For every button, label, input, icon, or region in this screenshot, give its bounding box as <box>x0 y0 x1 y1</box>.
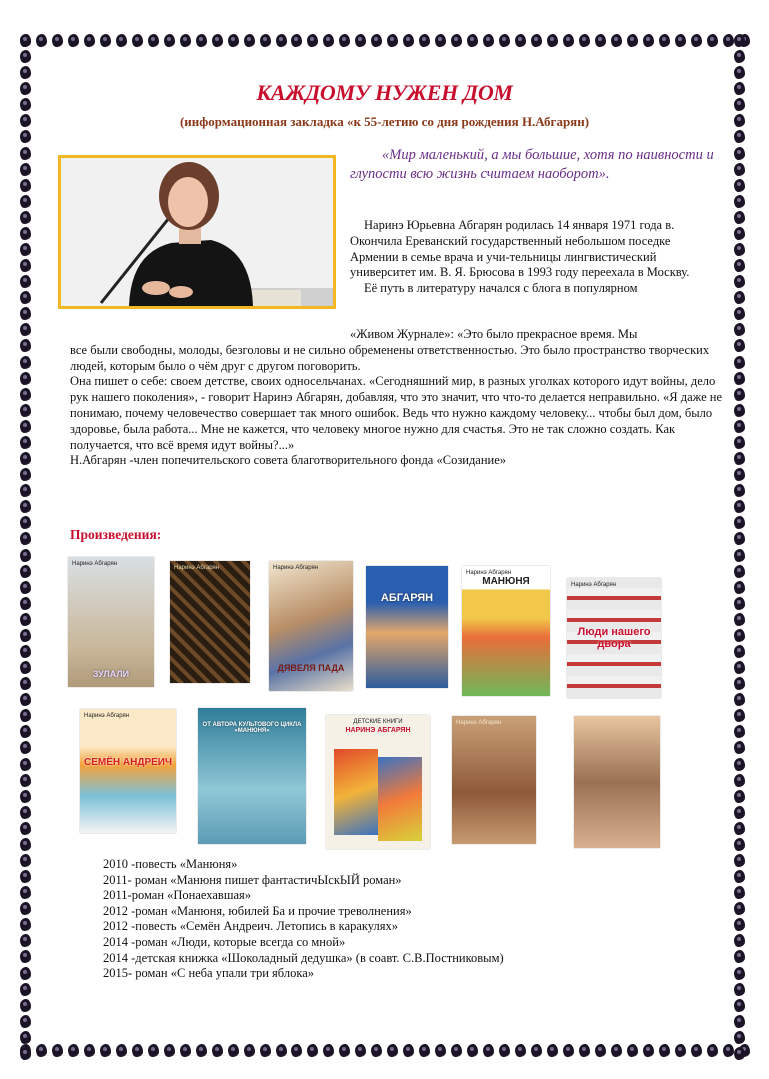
book-cover-author: Наринэ Абгарян <box>273 565 319 571</box>
border-ornament <box>734 725 745 738</box>
border-ornament <box>734 806 745 819</box>
border-ornament <box>20 870 31 883</box>
border-ornament <box>734 822 745 835</box>
border-ornament <box>20 693 31 706</box>
border-ornament <box>547 34 558 47</box>
border-ornament <box>734 307 745 320</box>
border-ornament <box>20 999 31 1012</box>
border-ornament <box>20 484 31 497</box>
border-ornament <box>20 934 31 947</box>
book-cover-author: ДЕТСКИЕ КНИГИ <box>353 719 403 725</box>
border-ornament <box>20 549 31 562</box>
book-cover-title: Люди нашего двора <box>577 626 651 650</box>
border-ornament <box>20 356 31 369</box>
border-ornament <box>734 854 745 867</box>
border-ornament <box>734 372 745 385</box>
border-ornament <box>260 1044 271 1057</box>
border-ornament <box>20 211 31 224</box>
border-ornament <box>734 179 745 192</box>
border-ornament <box>467 34 478 47</box>
list-item: 2011-роман «Понаехавшая» <box>103 888 252 903</box>
border-ornament <box>228 1044 239 1057</box>
border-ornament <box>611 1044 622 1057</box>
border-ornament <box>20 597 31 610</box>
border-ornament <box>595 34 606 47</box>
book-cover-title: ОТ АВТОРА КУЛЬТОВОГО ЦИКЛА «МАНЮНЯ» <box>202 722 302 734</box>
border-ornament <box>734 163 745 176</box>
border-ornament <box>20 307 31 320</box>
book-cover <box>574 716 660 848</box>
border-ornament <box>499 1044 510 1057</box>
border-ornament <box>675 34 686 47</box>
border-ornament <box>20 774 31 787</box>
border-ornament <box>734 693 745 706</box>
border-ornament <box>20 758 31 771</box>
border-ornament <box>734 934 745 947</box>
border-ornament <box>196 1044 207 1057</box>
border-ornament <box>20 1015 31 1028</box>
decorative-border-right <box>734 34 750 1060</box>
border-ornament <box>734 66 745 79</box>
border-ornament <box>148 34 159 47</box>
border-ornament <box>20 886 31 899</box>
border-ornament <box>20 179 31 192</box>
border-ornament <box>734 886 745 899</box>
book-cover-art <box>334 749 378 835</box>
border-ornament <box>20 436 31 449</box>
border-ornament <box>148 1044 159 1057</box>
border-ornament <box>734 950 745 963</box>
border-ornament <box>20 500 31 513</box>
border-ornament <box>20 404 31 417</box>
border-ornament <box>435 1044 446 1057</box>
border-ornament <box>20 532 31 545</box>
border-ornament <box>52 1044 63 1057</box>
border-ornament <box>435 34 446 47</box>
border-ornament <box>20 677 31 690</box>
author-photo <box>58 155 336 309</box>
border-ornament <box>20 227 31 240</box>
biography-paragraph: Н.Абгарян -член попечительского совета благотворительного фонда «Созидание» <box>70 453 507 468</box>
border-ornament <box>627 1044 638 1057</box>
border-ornament <box>734 420 745 433</box>
border-ornament <box>20 565 31 578</box>
border-ornament <box>20 661 31 674</box>
border-ornament <box>483 34 494 47</box>
list-item: 2014 -детская книжка «Шоколадный дедушка» (в соавт. С.В.Постниковым) <box>103 950 504 965</box>
border-ornament <box>20 468 31 481</box>
list-item: 2014 -роман «Люди, которые всегда со мной» <box>103 934 346 949</box>
book-cover-author: Наринэ Абгарян <box>84 713 130 719</box>
border-ornament <box>20 709 31 722</box>
border-ornament <box>707 34 718 47</box>
border-ornament <box>276 34 287 47</box>
biography-body <box>70 327 726 469</box>
border-ornament <box>734 597 745 610</box>
border-ornament <box>20 243 31 256</box>
border-ornament <box>20 854 31 867</box>
border-ornament <box>734 999 745 1012</box>
border-ornament <box>691 34 702 47</box>
list-item: 2012 -роман «Манюня, юбилей Ба и прочие треволнения» <box>103 903 412 918</box>
border-ornament <box>20 725 31 738</box>
border-ornament <box>20 613 31 626</box>
works-list <box>103 857 663 982</box>
biography-paragraph: Наринэ Юрьевна Абгарян родилась 14 января 1971 года в. Окончила Ереванский государственный небольшом поседке Армении в семье врача и учи-тельницы лингвистический университет им. В. Я. Брюсова в 1993 году переехала в Москву. <box>350 218 690 280</box>
border-ornament <box>100 34 111 47</box>
border-ornament <box>260 34 271 47</box>
border-ornament <box>387 1044 398 1057</box>
border-ornament <box>734 677 745 690</box>
border-ornament <box>244 1044 255 1057</box>
border-ornament <box>323 34 334 47</box>
border-ornament <box>164 1044 175 1057</box>
border-ornament <box>20 66 31 79</box>
border-ornament <box>20 291 31 304</box>
page-subtitle: (информационная закладка «к 55-летию со дня рождения Н.Абгарян) <box>179 114 590 129</box>
border-ornament <box>20 1047 31 1060</box>
border-ornament <box>734 1031 745 1044</box>
border-ornament <box>68 34 79 47</box>
book-cover-art <box>378 757 422 841</box>
border-ornament <box>20 195 31 208</box>
border-ornament <box>734 291 745 304</box>
border-ornament <box>20 147 31 160</box>
border-ornament <box>734 516 745 529</box>
border-ornament <box>371 1044 382 1057</box>
border-ornament <box>164 34 175 47</box>
border-ornament <box>291 34 302 47</box>
border-ornament <box>20 163 31 176</box>
biography-intro <box>350 218 722 297</box>
border-ornament <box>84 1044 95 1057</box>
border-ornament <box>52 34 63 47</box>
border-ornament <box>734 243 745 256</box>
border-ornament <box>20 339 31 352</box>
border-ornament <box>734 452 745 465</box>
border-ornament <box>20 822 31 835</box>
border-ornament <box>228 34 239 47</box>
book-cover <box>269 561 353 691</box>
border-ornament <box>20 516 31 529</box>
border-ornament <box>20 275 31 288</box>
border-ornament <box>483 1044 494 1057</box>
book-cover-title: СЕМЁН АНДРЕИЧ <box>83 757 173 768</box>
border-ornament <box>734 388 745 401</box>
border-ornament <box>20 838 31 851</box>
book-cover <box>198 708 306 844</box>
border-ornament <box>734 484 745 497</box>
border-ornament <box>84 34 95 47</box>
border-ornament <box>132 1044 143 1057</box>
border-ornament <box>36 34 47 47</box>
border-ornament <box>180 34 191 47</box>
border-ornament <box>734 195 745 208</box>
book-cover-title: МАНЮНЯ <box>482 576 530 587</box>
border-ornament <box>20 983 31 996</box>
border-ornament <box>734 549 745 562</box>
border-ornament <box>307 1044 318 1057</box>
border-ornament <box>20 790 31 803</box>
border-ornament <box>734 629 745 642</box>
border-ornament <box>20 34 31 47</box>
border-ornament <box>734 275 745 288</box>
border-ornament <box>212 34 223 47</box>
border-ornament <box>307 34 318 47</box>
border-ornament <box>734 790 745 803</box>
border-ornament <box>734 404 745 417</box>
decorative-border-top <box>20 34 750 50</box>
border-ornament <box>68 1044 79 1057</box>
border-ornament <box>734 1047 745 1060</box>
decorative-border-bottom <box>20 1044 750 1060</box>
border-ornament <box>691 1044 702 1057</box>
book-cover-author: Наринэ Абгарян <box>466 570 512 576</box>
border-ornament <box>116 1044 127 1057</box>
border-ornament <box>734 259 745 272</box>
border-ornament <box>723 34 734 47</box>
border-ornament <box>734 983 745 996</box>
border-ornament <box>276 1044 287 1057</box>
border-ornament <box>291 1044 302 1057</box>
biography-paragraph: все были свободны, молоды, безголовы и не сильно обременены ответственностью. Это было пространство творческих людей, которым было о чём друг с другом поговорить. <box>70 342 710 373</box>
border-ornament <box>20 420 31 433</box>
border-ornament <box>419 34 430 47</box>
border-ornament <box>20 918 31 931</box>
list-item: 2011- роман «Манюня пишет фантастичЫскЫЙ роман» <box>103 872 402 887</box>
border-ornament <box>734 613 745 626</box>
book-cover <box>68 557 154 687</box>
border-ornament <box>734 645 745 658</box>
border-ornament <box>100 1044 111 1057</box>
border-ornament <box>20 130 31 143</box>
book-cover <box>452 716 536 844</box>
author-quote: «Мир маленький, а мы большие, хотя по наивности и глупости всю жизнь считаем наоборот». <box>350 147 714 182</box>
border-ornament <box>339 34 350 47</box>
border-ornament <box>355 34 366 47</box>
border-ornament <box>659 34 670 47</box>
list-item: 2010 -повесть «Манюня» <box>103 857 238 871</box>
border-ornament <box>499 34 510 47</box>
book-cover <box>366 566 448 688</box>
border-ornament <box>196 34 207 47</box>
border-ornament <box>643 34 654 47</box>
border-ornament <box>20 452 31 465</box>
biography-paragraph: Её путь в литературу начался с блога в популярном <box>364 281 638 296</box>
border-ornament <box>531 1044 542 1057</box>
border-ornament <box>116 34 127 47</box>
book-cover-title: ЗУЛАЛИ <box>92 669 130 679</box>
border-ornament <box>387 34 398 47</box>
border-ornament <box>595 1044 606 1057</box>
border-ornament <box>734 532 745 545</box>
border-ornament <box>20 388 31 401</box>
border-ornament <box>132 34 143 47</box>
border-ornament <box>734 500 745 513</box>
border-ornament <box>20 967 31 980</box>
border-ornament <box>707 1044 718 1057</box>
border-ornament <box>355 1044 366 1057</box>
border-ornament <box>734 211 745 224</box>
border-ornament <box>734 130 745 143</box>
border-ornament <box>734 339 745 352</box>
border-ornament <box>20 902 31 915</box>
border-ornament <box>451 1044 462 1057</box>
decorative-border-left <box>20 34 36 1060</box>
border-ornament <box>734 323 745 336</box>
border-ornament <box>339 1044 350 1057</box>
border-ornament <box>20 372 31 385</box>
border-ornament <box>659 1044 670 1057</box>
border-ornament <box>20 581 31 594</box>
border-ornament <box>734 468 745 481</box>
border-ornament <box>20 806 31 819</box>
border-ornament <box>20 50 31 63</box>
book-cover <box>462 566 550 696</box>
book-cover-title: НАРИНЭ АБГАРЯН <box>345 727 411 734</box>
border-ornament <box>403 1044 414 1057</box>
border-ornament <box>579 1044 590 1057</box>
border-ornament <box>371 34 382 47</box>
border-ornament <box>20 741 31 754</box>
border-ornament <box>20 645 31 658</box>
border-ornament <box>734 661 745 674</box>
border-ornament <box>20 323 31 336</box>
page-title: КАЖДОМУ НУЖЕН ДОМ <box>256 80 513 105</box>
border-ornament <box>244 34 255 47</box>
border-ornament <box>734 838 745 851</box>
border-ornament <box>734 709 745 722</box>
border-ornament <box>611 34 622 47</box>
border-ornament <box>734 741 745 754</box>
border-ornament <box>734 870 745 883</box>
border-ornament <box>734 565 745 578</box>
border-ornament <box>419 1044 430 1057</box>
border-ornament <box>20 259 31 272</box>
book-cover-title: АБГАРЯН <box>380 592 434 604</box>
border-ornament <box>734 967 745 980</box>
border-ornament <box>734 1015 745 1028</box>
book-cover-author: Наринэ Абгарян <box>72 561 118 567</box>
border-ornament <box>734 774 745 787</box>
border-ornament <box>515 34 526 47</box>
border-ornament <box>20 1031 31 1044</box>
list-item: 2015- роман «С неба упали три яблока» <box>103 966 315 981</box>
border-ornament <box>531 34 542 47</box>
border-ornament <box>734 227 745 240</box>
border-ornament <box>451 34 462 47</box>
list-item: 2012 -повесть «Семён Андреич. Летопись в каракулях» <box>103 919 398 934</box>
border-ornament <box>212 1044 223 1057</box>
border-ornament <box>734 147 745 160</box>
border-ornament <box>734 758 745 771</box>
book-cover-author: Наринэ Абгарян <box>456 720 502 726</box>
border-ornament <box>323 1044 334 1057</box>
border-ornament <box>20 629 31 642</box>
border-ornament <box>547 1044 558 1057</box>
border-ornament <box>734 581 745 594</box>
border-ornament <box>675 1044 686 1057</box>
book-cover-author: Наринэ Абгарян <box>571 582 617 588</box>
border-ornament <box>734 50 745 63</box>
border-ornament <box>734 918 745 931</box>
border-ornament <box>20 950 31 963</box>
book-cover <box>326 715 430 849</box>
book-cover <box>170 561 250 683</box>
border-ornament <box>579 34 590 47</box>
works-heading: Произведения: <box>70 527 162 542</box>
book-cover-author: Наринэ Абгарян <box>174 565 220 571</box>
border-ornament <box>180 1044 191 1057</box>
border-ornament <box>563 34 574 47</box>
border-ornament <box>643 1044 654 1057</box>
border-ornament <box>723 1044 734 1057</box>
border-ornament <box>734 34 745 47</box>
biography-paragraph: Она пишет о себе: своем детстве, своих односельчанах. «Сегодняшний мир, в разных уголках которого идут войны, дело рук нашего поколения», - говорит Наринэ Абгарян, добавляя, что это значит, что что-то делается неправильно. «Я даже не понимаю, почему человечество совершает так много ошибок. Ведь что нужно каждому человеку... чтобы был дом, было здоровье, была работа... Мне не кажется, что человеку многое нужно для счастья. Это не так сложно создать. Как получается, что всё время идут войны?...» <box>70 374 723 452</box>
biography-paragraph: «Живом Журнале»: «Это было прекрасное время. Мы <box>350 327 638 341</box>
book-cover-title: ДЯВЕЛЯ ПАДА <box>277 663 345 673</box>
border-ornament <box>734 902 745 915</box>
border-ornament <box>734 356 745 369</box>
book-cover <box>80 709 176 833</box>
border-ornament <box>403 34 414 47</box>
border-ornament <box>36 1044 47 1057</box>
border-ornament <box>627 34 638 47</box>
border-ornament <box>515 1044 526 1057</box>
book-cover <box>567 578 661 698</box>
border-ornament <box>734 436 745 449</box>
border-ornament <box>563 1044 574 1057</box>
border-ornament <box>467 1044 478 1057</box>
